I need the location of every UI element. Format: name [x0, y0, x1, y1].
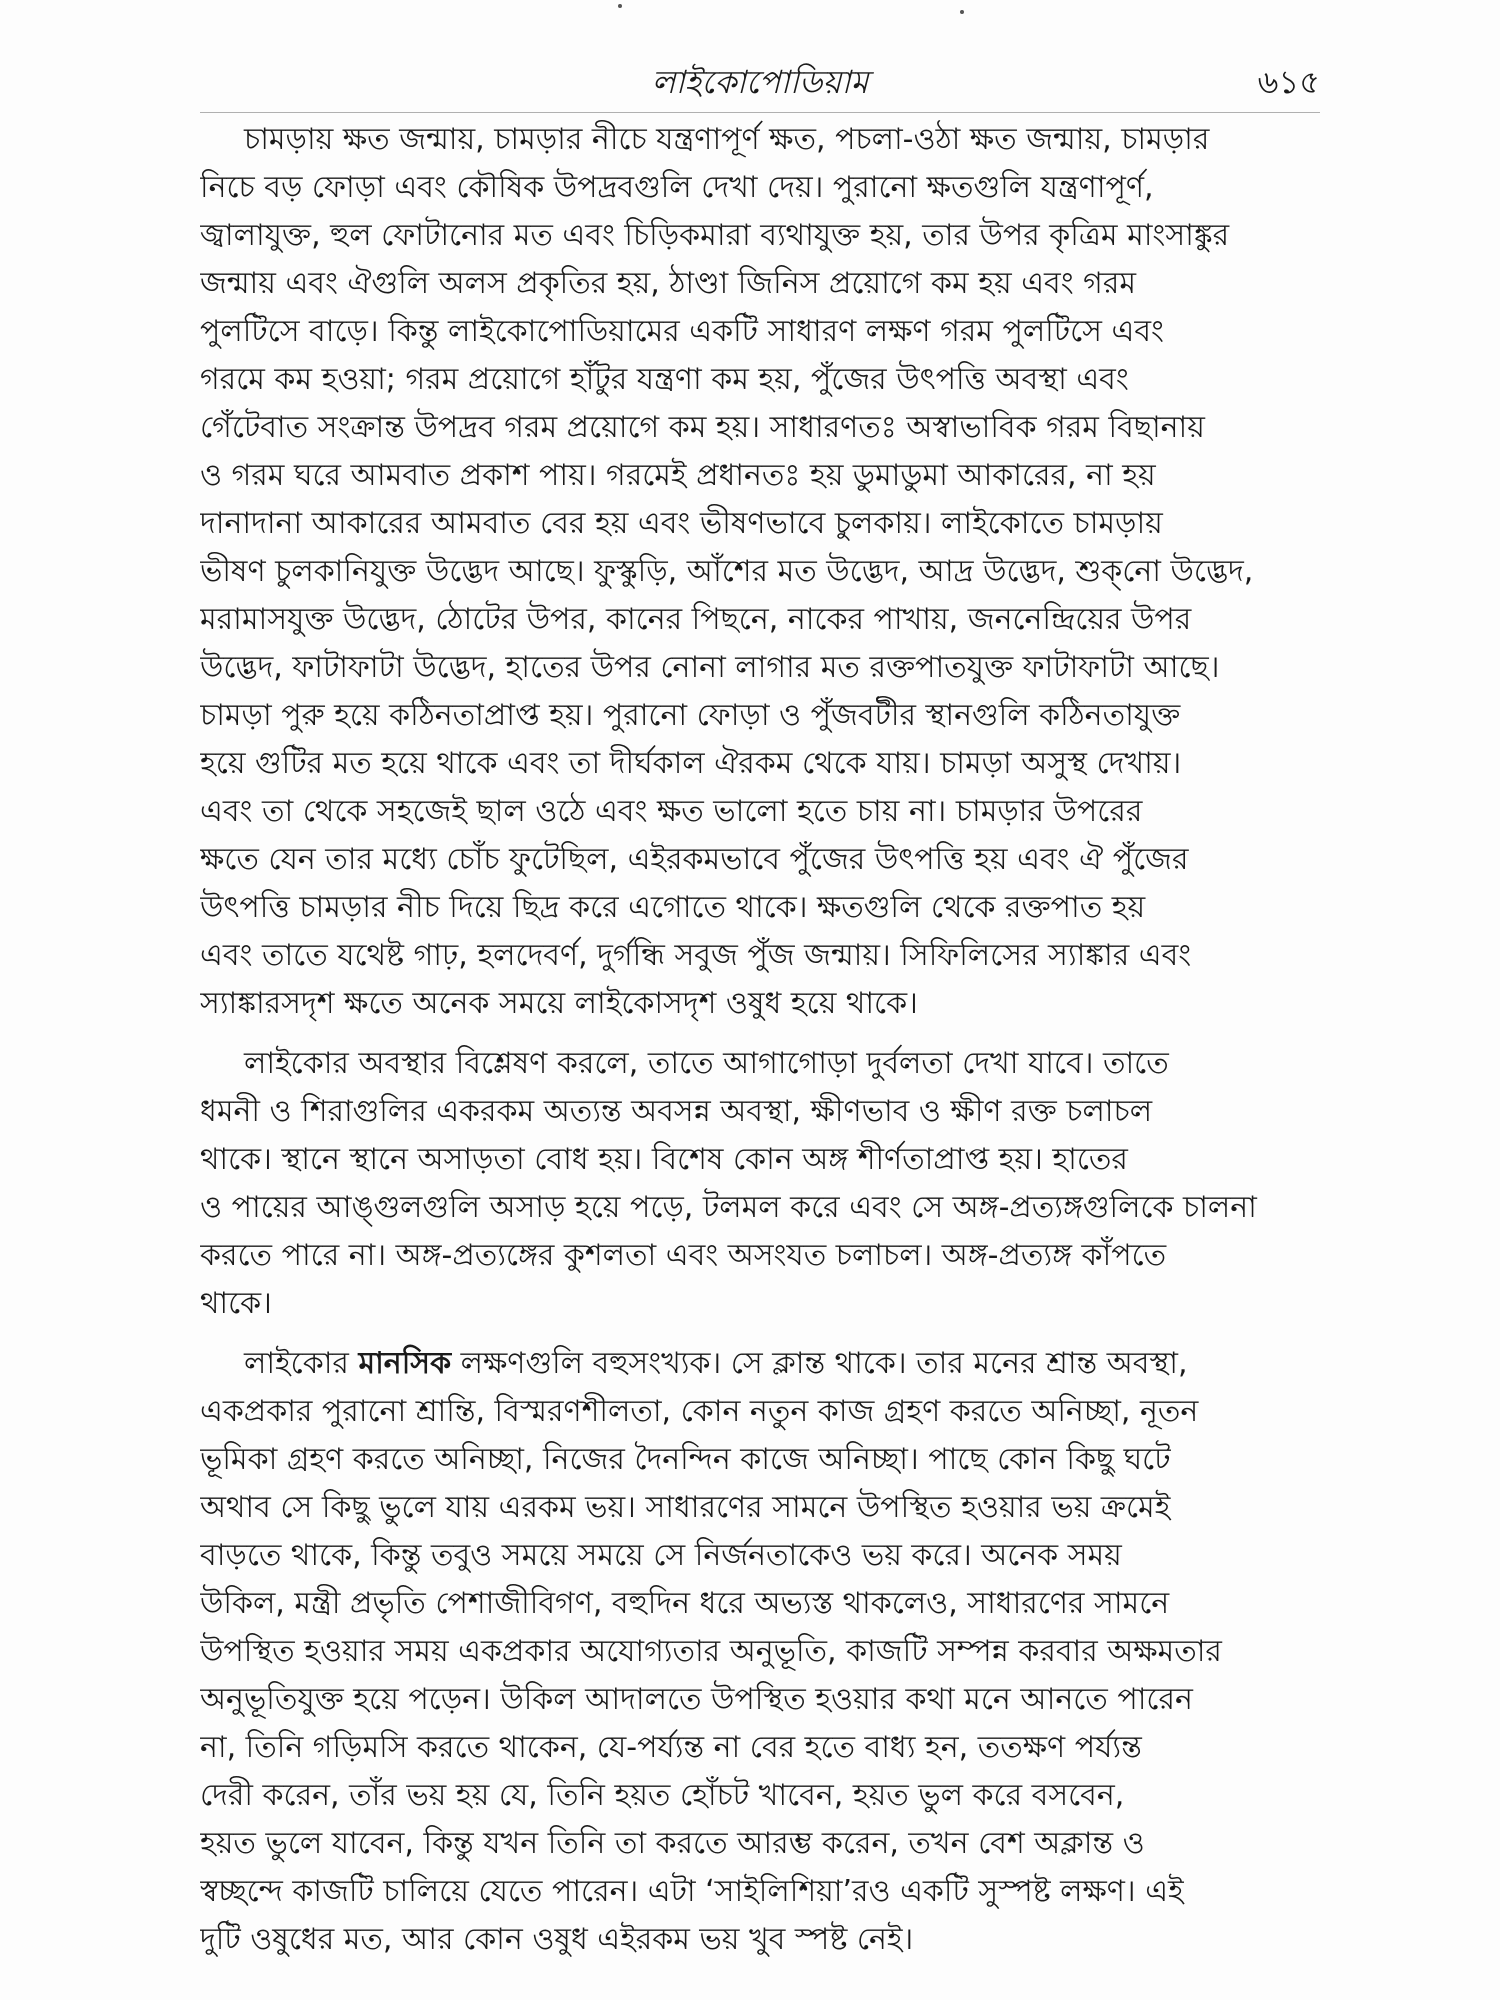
- text-line: দুটি ওষুধের মত, আর কোন ওষুধ এইরকম ভয় খুব স্পষ্ট নেই।: [200, 1922, 914, 1957]
- text-line: [200, 1340, 1320, 1388]
- text-line: না, তিনি গড়িমসি করতে থাকেন, যে-পর্য্যন্ত না বের হতে বাধ্য হন, ততক্ষণ পর্য্যন্ত: [200, 1730, 1142, 1765]
- line-prefix: লাইকোর: [244, 1346, 359, 1381]
- text-line: ধমনী ও শিরাগুলির একরকম অত্যন্ত অবসন্ন অবস্থা, ক্ষীণভাব ও ক্ষীণ রক্ত চলাচল: [200, 1094, 1153, 1129]
- text-line: স্যাঙ্কারসদৃশ ক্ষতে অনেক সময়ে লাইকোসদৃশ ওষুধ হয়ে থাকে।: [200, 986, 918, 1021]
- paragraph-gap: [200, 1028, 1320, 1040]
- header-rule: [200, 112, 1320, 113]
- text-line: হয়ে গুটির মত হয়ে থাকে এবং তা দীর্ঘকাল ঐরকম থেকে যায়। চামড়া অসুস্থ দেখায়।: [200, 746, 1182, 781]
- text-line: উকিল, মন্ত্রী প্রভৃতি পেশাজীবিগণ, বহুদিন ধরে অভ্যস্ত থাকলেও, সাধারণের সামনে: [200, 1586, 1170, 1621]
- text-line: স্বচ্ছন্দে কাজটি চালিয়ে যেতে পারেন। এটা ‘সাইলিশিয়া’রও একটি সুস্পষ্ট লক্ষণ। এই: [200, 1874, 1184, 1909]
- text-line: অথাব সে কিছু ভুলে যায় এরকম ভয়। সাধারণের সামনে উপস্থিত হওয়ার ভয় ক্রমেই: [200, 1490, 1171, 1525]
- paragraph-skin-symptoms: [200, 116, 1320, 1028]
- paragraph-mental-symptoms: [200, 1340, 1320, 1964]
- text-line: এবং তা থেকে সহজেই ছাল ওঠে এবং ক্ষত ভালো হতে চায় না। চামড়ার উপরের: [200, 794, 1143, 829]
- text-line: দানাদানা আকারের আমবাত বের হয় এবং ভীষণভাবে চুলকায়। লাইকোতে চামড়ায়: [200, 506, 1163, 541]
- line-rest: লক্ষণগুলি বহুসংখ্যক। সে ক্লান্ত থাকে। তার মনের শ্রান্ত অবস্থা,: [451, 1346, 1188, 1381]
- text-line: এবং তাতে যথেষ্ট গাঢ়, হলদেবর্ণ, দুর্গন্ধি সবুজ পুঁজ জন্মায়। সিফিলিসের স্যাঙ্কার এবং: [200, 938, 1192, 973]
- text-line: উপস্থিত হওয়ার সময় একপ্রকার অযোগ্যতার অনুভূতি, কাজটি সম্পন্ন করবার অক্ষমতার: [200, 1634, 1222, 1669]
- text-line: ভূমিকা গ্রহণ করতে অনিচ্ছা, নিজের দৈনন্দিন কাজে অনিচ্ছা। পাছে কোন কিছু ঘটে: [200, 1442, 1171, 1477]
- text-line: নিচে বড় ফোড়া এবং কৌষিক উপদ্রবগুলি দেখা দেয়। পুরানো ক্ষতগুলি যন্ত্রণাপূর্ণ,: [200, 170, 1154, 205]
- text-line: ক্ষতে যেন তার মধ্যে চোঁচ ফুটেছিল, এইরকমভাবে পুঁজের উৎপত্তি হয় এবং ঐ পুঁজের: [200, 842, 1189, 877]
- text-line: বাড়তে থাকে, কিন্তু তবুও সময়ে সময়ে সে নির্জনতাকেও ভয় করে। অনেক সময়: [200, 1538, 1122, 1573]
- page-number: ৬১৫: [1257, 63, 1320, 101]
- page-header: [200, 52, 1320, 112]
- text-line: উদ্ভেদ, ফাটাফাটা উদ্ভেদ, হাতের উপর নোনা লাগার মত রক্তপাতযুক্ত ফাটাফাটা আছে।: [200, 650, 1220, 685]
- paragraph-gap: [200, 1328, 1320, 1340]
- text-line: হয়ত ভুলে যাবেন, কিন্তু যখন তিনি তা করতে আরম্ভ করেন, তখন বেশ অক্লান্ত ও: [200, 1826, 1145, 1861]
- running-title: লাইকোপোডিয়াম: [651, 63, 869, 101]
- ink-speck: [960, 10, 964, 14]
- text-line: গরমে কম হওয়া; গরম প্রয়োগে হাঁটুর যন্ত্রণা কম হয়, পুঁজের উৎপত্তি অবস্থা এবং: [200, 362, 1129, 397]
- text-line: ও পায়ের আঙ্গুলগুলি অসাড় হয়ে পড়ে, টলমল করে এবং সে অঙ্গ-প্রত্যঙ্গগুলিকে চালনা: [200, 1190, 1257, 1225]
- text-line: লাইকোর অবস্থার বিশ্লেষণ করলে, তাতে আগাগোড়া দুর্বলতা দেখা যাবে। তাতে: [244, 1046, 1169, 1081]
- text-line: জন্মায় এবং ঐগুলি অলস প্রকৃতির হয়, ঠাণ্ডা জিনিস প্রয়োগে কম হয় এবং গরম: [200, 266, 1136, 301]
- bold-term-mental: মানসিক: [358, 1346, 452, 1381]
- text-line: গেঁটেবাত সংক্রান্ত উপদ্রব গরম প্রয়োগে কম হয়। সাধারণতঃ অস্বাভাবিক গরম বিছানায়: [200, 410, 1205, 445]
- text-line: চামড়া পুরু হয়ে কঠিনতাপ্রাপ্ত হয়। পুরানো ফোড়া ও পুঁজবটীর স্থানগুলি কঠিনতাযুক্ত: [200, 698, 1181, 733]
- text-line: একপ্রকার পুরানো শ্রান্তি, বিস্মরণশীলতা, কোন নতুন কাজ গ্রহণ করতে অনিচ্ছা, নূতন: [200, 1394, 1199, 1429]
- text-line: চামড়ায় ক্ষত জন্মায়, চামড়ার নীচে যন্ত্রণাপূর্ণ ক্ষত, পচলা-ওঠা ক্ষত জন্মায়, চামড়ার: [244, 122, 1210, 157]
- text-line: থাকে। স্থানে স্থানে অসাড়তা বোধ হয়। বিশেষ কোন অঙ্গ শীর্ণতাপ্রাপ্ত হয়। হাতের: [200, 1142, 1128, 1177]
- text-line: জ্বালাযুক্ত, হুল ফোটানোর মত এবং চিড়িকমারা ব্যথাযুক্ত হয়, তার উপর কৃত্রিম মাংসাঙ্কুর: [200, 218, 1230, 253]
- text-line: দেরী করেন, তাঁর ভয় হয় যে, তিনি হয়ত হোঁচট খাবেন, হয়ত ভুল করে বসবেন,: [200, 1778, 1125, 1813]
- body-text: [200, 116, 1320, 1964]
- text-line: ভীষণ চুলকানিযুক্ত উদ্ভেদ আছে। ফুস্কুড়ি, আঁশের মত উদ্ভেদ, আদ্র উদ্ভেদ, শুক্‌নো উদ্ভেদ,: [200, 554, 1254, 589]
- text-line: অনুভূতিযুক্ত হয়ে পড়েন। উকিল আদালতে উপস্থিত হওয়ার কথা মনে আনতে পারেন: [200, 1682, 1193, 1717]
- text-line: মরামাসযুক্ত উদ্ভেদ, ঠোটের উপর, কানের পিছনে, নাকের পাখায়, জননেন্দ্রিয়ের উপর: [200, 602, 1192, 637]
- text-line: করতে পারে না। অঙ্গ-প্রত্যঙ্গের কুশলতা এবং অসংযত চলাচল। অঙ্গ-প্রত্যঙ্গ কাঁপতে: [200, 1238, 1167, 1273]
- text-line: ও গরম ঘরে আমবাত প্রকাশ পায়। গরমেই প্রধানতঃ হয় ডুমাডুমা আকারের, না হয়: [200, 458, 1156, 493]
- text-line: থাকে।: [200, 1286, 272, 1321]
- ink-speck: [618, 4, 622, 8]
- text-line: পুলটিসে বাড়ে। কিন্তু লাইকোপোডিয়ামের একটি সাধারণ লক্ষণ গরম পুলটিসে এবং: [200, 314, 1164, 349]
- paragraph-weakness: [200, 1040, 1320, 1328]
- text-line: উৎপত্তি চামড়ার নীচ দিয়ে ছিদ্র করে এগোতে থাকে। ক্ষতগুলি থেকে রক্তপাত হয়: [200, 890, 1146, 925]
